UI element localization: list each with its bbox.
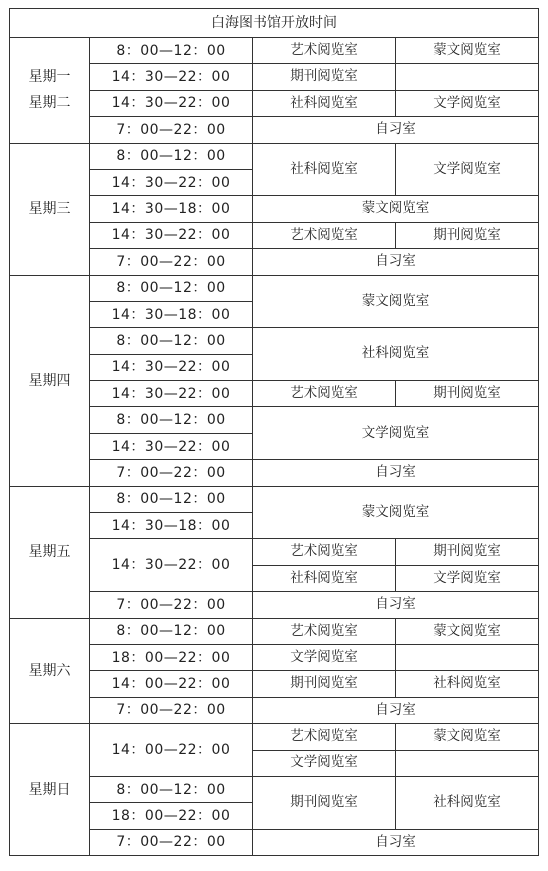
room-cell: 期刊阅览室 [253, 64, 396, 90]
time-cell: 14：00—22：00 [90, 671, 253, 697]
room-cell: 自习室 [253, 592, 539, 618]
room-cell: 期刊阅览室 [253, 671, 396, 697]
room-cell: 自习室 [253, 249, 539, 275]
day-label-mon: 星期一 [28, 68, 71, 85]
time-cell: 14：30—22：00 [90, 354, 253, 380]
room-cell: 自习室 [253, 117, 539, 143]
time-cell: 8：00—12：00 [90, 776, 253, 802]
time-cell: 14：30—22：00 [90, 64, 253, 90]
time-cell: 7：00—22：00 [90, 249, 253, 275]
time-cell: 14：30—18：00 [90, 196, 253, 222]
room-cell: 期刊阅览室 [396, 222, 539, 248]
time-cell: 8：00—12：00 [90, 143, 253, 169]
room-cell: 社科阅览室 [253, 328, 539, 381]
time-cell: 7：00—22：00 [90, 829, 253, 855]
room-cell: 期刊阅览室 [396, 539, 539, 565]
empty-cell [396, 750, 539, 776]
time-cell: 7：00—22：00 [90, 460, 253, 486]
time-cell: 8：00—12：00 [90, 38, 253, 64]
schedule-container [9, 8, 539, 856]
room-cell: 文学阅览室 [253, 644, 396, 670]
time-cell: 18：00—22：00 [90, 644, 253, 670]
time-cell: 8：00—12：00 [90, 407, 253, 433]
room-cell: 艺术阅览室 [253, 38, 396, 64]
time-cell: 8：00—12：00 [90, 328, 253, 354]
room-cell: 蒙文阅览室 [253, 486, 539, 539]
day-wed: 星期三 [10, 143, 90, 275]
room-cell: 期刊阅览室 [253, 776, 396, 829]
time-cell: 7：00—22：00 [90, 117, 253, 143]
room-cell: 文学阅览室 [253, 407, 539, 460]
room-cell: 艺术阅览室 [253, 724, 396, 750]
time-cell: 18：00—22：00 [90, 803, 253, 829]
time-cell: 14：30—22：00 [90, 381, 253, 407]
time-cell: 7：00—22：00 [90, 592, 253, 618]
room-cell: 蒙文阅览室 [396, 724, 539, 750]
room-cell: 文学阅览室 [253, 750, 396, 776]
room-cell: 艺术阅览室 [253, 222, 396, 248]
room-cell: 蒙文阅览室 [396, 618, 539, 644]
room-cell: 社科阅览室 [253, 90, 396, 116]
room-cell: 蒙文阅览室 [396, 38, 539, 64]
room-cell: 自习室 [253, 829, 539, 855]
day-fri: 星期五 [10, 486, 90, 618]
table-title: 白海图书馆开放时间 [10, 9, 539, 38]
room-cell: 社科阅览室 [253, 565, 396, 591]
time-cell: 14：30—22：00 [90, 169, 253, 195]
room-cell: 艺术阅览室 [253, 618, 396, 644]
day-label-tue: 星期二 [28, 95, 71, 112]
time-cell: 14：30—22：00 [90, 90, 253, 116]
room-cell: 蒙文阅览室 [253, 196, 539, 222]
room-cell: 文学阅览室 [396, 143, 539, 196]
time-cell: 7：00—22：00 [90, 697, 253, 723]
room-cell: 文学阅览室 [396, 565, 539, 591]
empty-cell [396, 644, 539, 670]
empty-cell [396, 64, 539, 90]
room-cell: 社科阅览室 [396, 776, 539, 829]
opening-hours-table [9, 8, 539, 856]
room-cell: 自习室 [253, 460, 539, 486]
room-cell: 社科阅览室 [253, 143, 396, 196]
day-sat: 星期六 [10, 618, 90, 724]
room-cell: 社科阅览室 [396, 671, 539, 697]
room-cell: 艺术阅览室 [253, 381, 396, 407]
time-cell: 14：30—22：00 [90, 433, 253, 459]
room-cell: 期刊阅览室 [396, 381, 539, 407]
time-cell: 14：30—18：00 [90, 301, 253, 327]
time-cell: 14：30—18：00 [90, 513, 253, 539]
time-cell: 8：00—12：00 [90, 275, 253, 301]
day-thu: 星期四 [10, 275, 90, 486]
room-cell: 艺术阅览室 [253, 539, 396, 565]
day-sun: 星期日 [10, 724, 90, 856]
room-cell: 蒙文阅览室 [253, 275, 539, 328]
time-cell: 14：30—22：00 [90, 539, 253, 592]
time-cell: 8：00—12：00 [90, 486, 253, 512]
time-cell: 14：30—22：00 [90, 222, 253, 248]
room-cell: 文学阅览室 [396, 90, 539, 116]
time-cell: 14：00—22：00 [90, 724, 253, 777]
time-cell: 8：00—12：00 [90, 618, 253, 644]
room-cell: 自习室 [253, 697, 539, 723]
day-mon-tue [10, 38, 90, 144]
